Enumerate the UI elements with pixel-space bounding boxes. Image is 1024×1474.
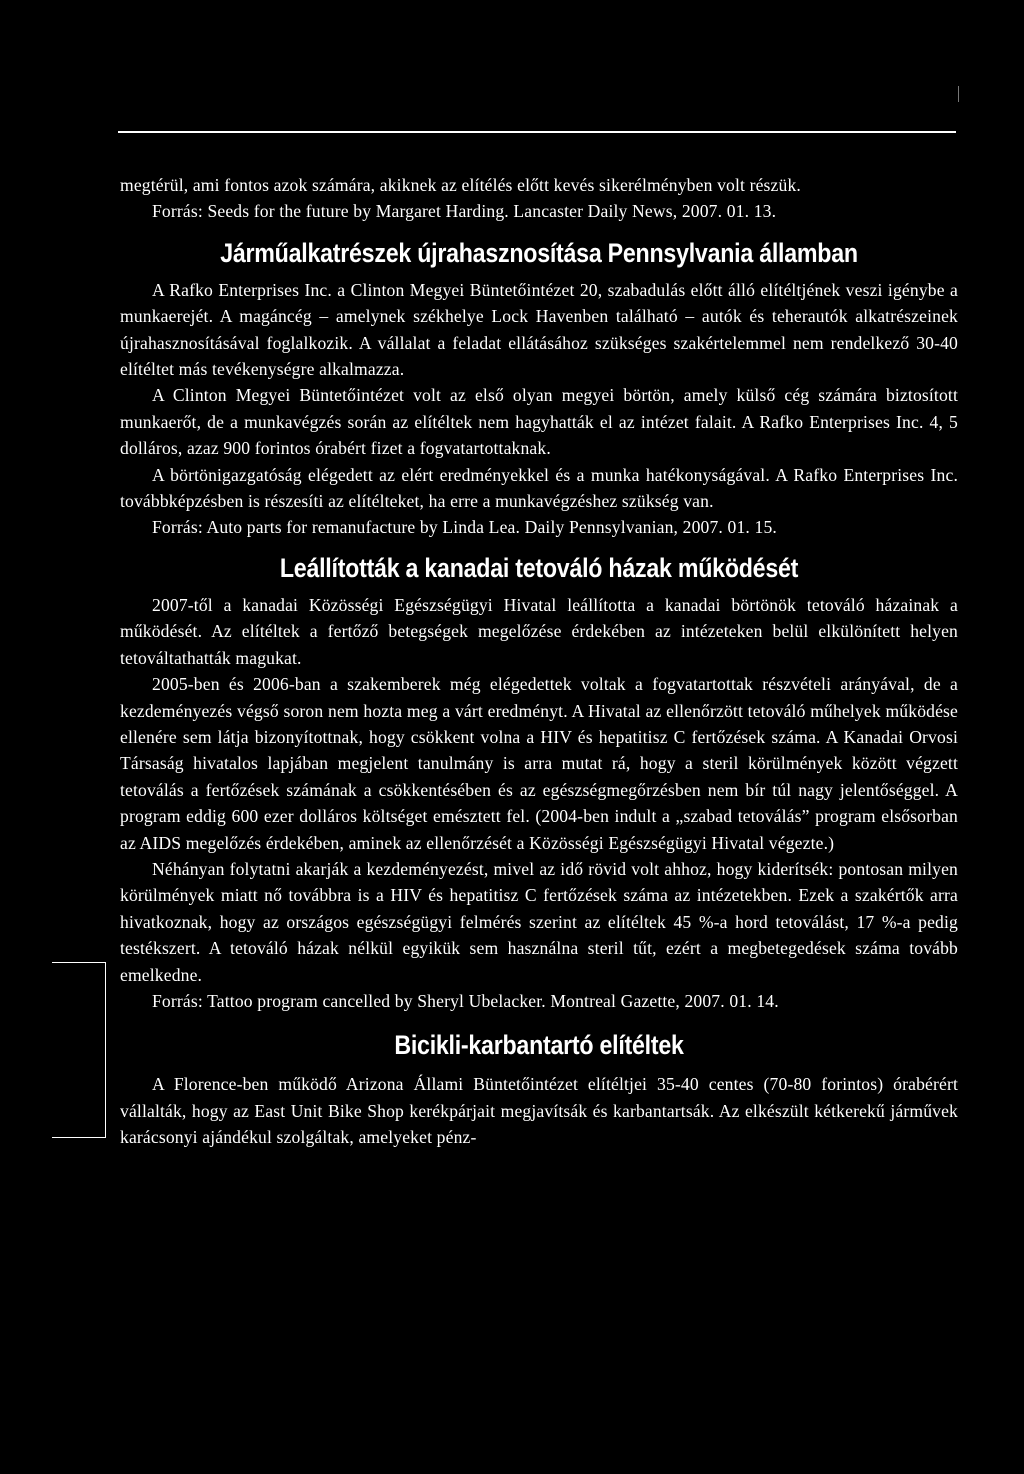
- header-rule: [118, 131, 956, 133]
- margin-bracket-line: [105, 962, 106, 1137]
- article1-source: Forrás: Seeds for the future by Margaret Harding. Lancaster Daily News, 2007. 01. 13.: [152, 201, 777, 222]
- article1-tail-paragraph: megtérül, ami fontos azok számára, akiknek az elítélés előtt kevés sikerélményben volt részük.: [120, 175, 801, 195]
- scan-mark: [958, 86, 959, 102]
- article3-paragraph-3: Néhányan folytatni akarják a kezdeményezést, mivel az idő rövid volt ahhoz, hogy kiderítsék: pontosan milyen körülmények miatt nő továbbra is a HIV és hepatitisz C fertőzések száma az intézetekben. Ezek a szakértők arra hivatkoznak, hogy az országos egészségügyi felmérés szerint az elítéltek 45 %-a hord tetoválást, 17 %-a pedig testékszert. A tetováló házak nélkül egyikük sem használna steril tűt, ezért a megbetegedések száma tovább emelkedne.: [120, 858, 958, 985]
- page-body: [120, 172, 958, 1151]
- article2-paragraph-3: A börtönigazgatóság elégedett az elért eredményekkel és a munka hatékonyságával. A Rafko Enterprises Inc. továbbképzésben is részesíti az elítélteket, ha erre a munkavégzéshez szükség van.: [120, 464, 958, 512]
- article2-paragraph-2: A Clinton Megyei Büntetőintézet volt az első olyan megyei börtön, amely külső cég számára biztosított munkaerőt, de a munkavégzés során az elítéltek nem hagyhatták el az intézet falait. A Rafko Enterprises Inc. 4, 5 dolláros, azaz 900 forintos órabért fizet a fogvatartottaknak.: [120, 385, 958, 459]
- article2-paragraph-1: A Rafko Enterprises Inc. a Clinton Megyei Büntetőintézet 20, szabadulás előtt álló elítéltjének veszi igénybe a munkaerejét. A magáncég – amelynek székhelye Lock Havenben található – autók és teherautók alkatrészeinek újrahasznosításával foglalkozik. A vállalat a feladat ellátásához szükséges szakértelemmel nem rendelkező 30-40 elítéltet más tevékenységre alkalmazza.: [120, 279, 958, 380]
- article4-paragraph-1: A Florence-ben működő Arizona Állami Büntetőintézet elítéltjei 35-40 centes (70-80 forintos) órabérért vállalták, hogy az East Unit Bike Shop kerékpárjait megjavítsák és karbantartsák. Az elkészült kétkerekű járművek karácsonyi ajándékul szolgáltak, amelyeket pénz-: [120, 1074, 958, 1148]
- article2-title: Járműalkatrészek újrahasznosítása Pennsylvania államban: [220, 237, 858, 268]
- article4-title: Bicikli-karbantartó elítéltek: [394, 1030, 684, 1061]
- article3-source: Forrás: Tattoo program cancelled by Sheryl Ubelacker. Montreal Gazette, 2007. 01. 14.: [152, 990, 779, 1011]
- article2-source: Forrás: Auto parts for remanufacture by Linda Lea. Daily Pennsylvanian, 2007. 01. 15.: [152, 517, 777, 538]
- article3-paragraph-2: 2005-ben és 2006-ban a szakemberek még elégedettek voltak a fogvatartottak részvételi arányával, de a kezdeményezés végső soron nem hozta meg a várt eredményt. A Hivatal az ellenőrzött tetováló műhelyek működése ellenére sem látja bizonyítottnak, hogy csökkent volna a HIV és hepatitisz C fertőzések száma. A Kanadai Orvosi Társaság hivatalos lapjában megjelent tanulmány is arra mutat rá, hogy a steril körülmények között végzett tetoválás a fertőzések számának a csökkentésében és az egészségmegőrzésben nem bír túl nagy jelentőséggel. A program eddig 600 ezer dolláros költséget emésztett fel. (2004-ben indult a „szabad tetoválás” program elsősorban az AIDS megelőzés érdekében, aminek az ellenőrzését a Közösségi Egészségügyi Hivatal végezte.): [120, 674, 958, 853]
- margin-bracket-bottom: [52, 1137, 106, 1138]
- article3-title: Leállították a kanadai tetováló házak működését: [279, 552, 799, 583]
- margin-bracket-top: [52, 962, 106, 963]
- article3-paragraph-1: 2007-től a kanadai Közösségi Egészségügyi Hivatal leállította a kanadai börtönök tetováló házainak a működését. Az elítéltek a fertőző betegségek megelőzése érdekében az intézeteken belül elkülönített helyen tetováltathatták magukat.: [120, 594, 958, 668]
